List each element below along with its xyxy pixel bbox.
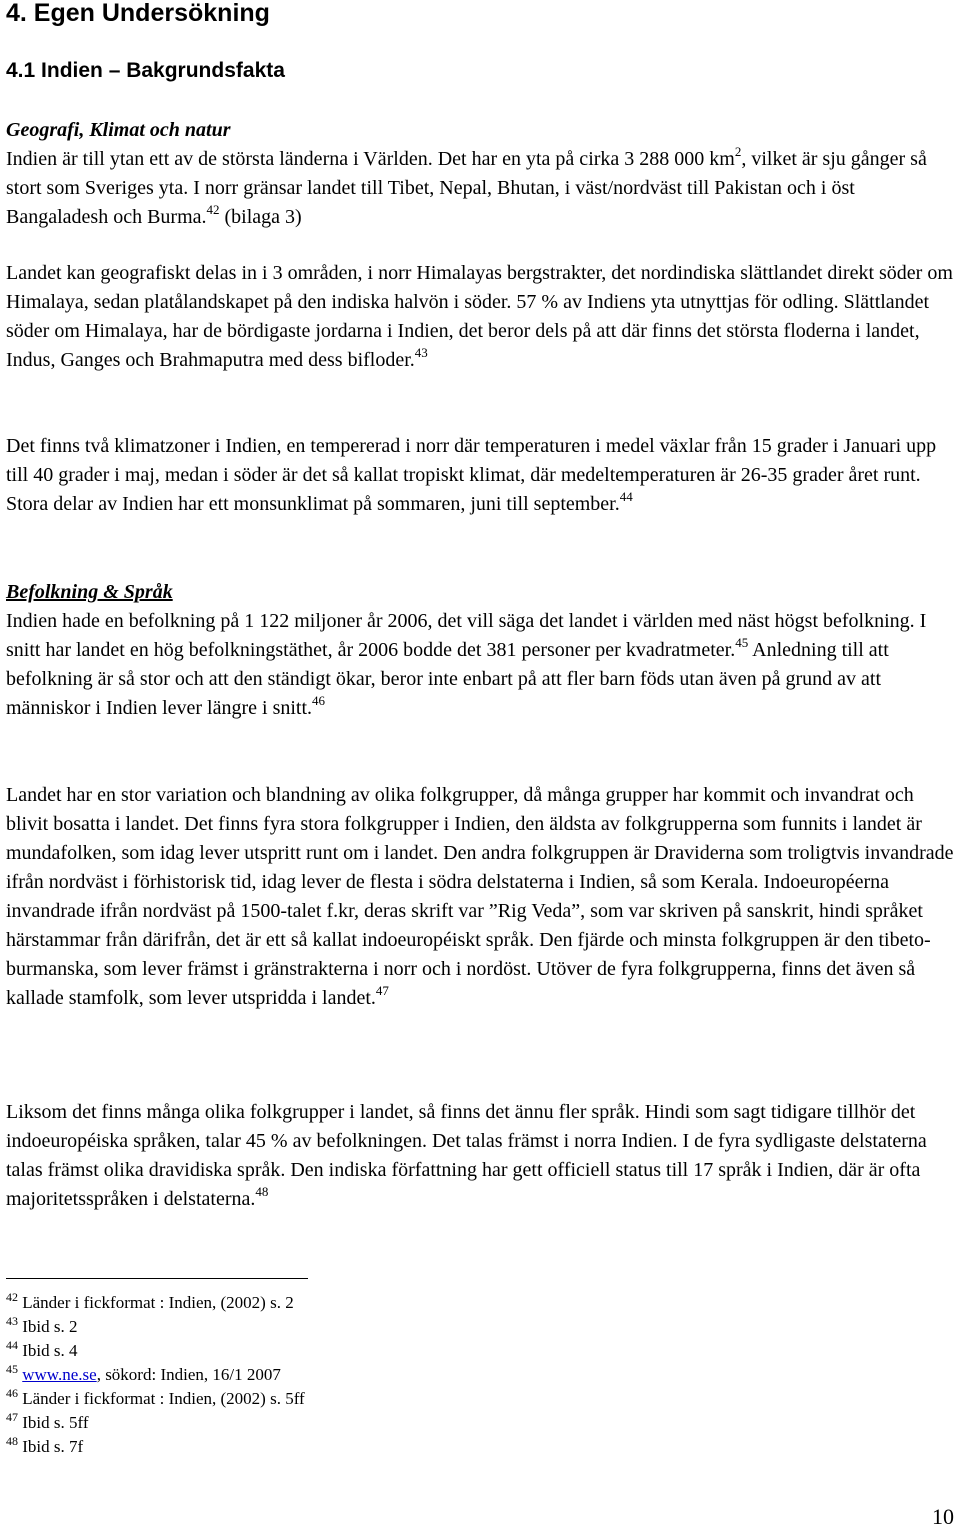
page-number: 10 (932, 1504, 954, 1529)
ethnic-groups-paragraph (6, 781, 956, 1013)
footnote-item (6, 1387, 606, 1411)
population-text-b: Anledning till att befolkning är så stor och att den ständigt ökar, beror inte enbart på att fler barn föds utan även på grund av att människor i Indien lever längre i snitt. (6, 639, 889, 719)
footnote-number: 46 (6, 1386, 18, 1400)
footnote-divider (6, 1278, 308, 1279)
geography-text-a: Indien är till ytan ett av de största länderna i Världen. Det har en yta på cirka 3 288 000 km (6, 148, 735, 170)
population-text-a: Indien hade en befolkning på 1 122 miljoner år 2006, det vill säga det landet i världen med näst högst befolkning. I snitt har landet en hög befolkningstäthet, år 2006 bodde det 381 personer per kvadratmeter. (6, 610, 927, 661)
footnote-ref-45[interactable]: 45 (735, 635, 749, 650)
footnote-text: Länder i fickformat : Indien, (2002) s. 2 (22, 1293, 294, 1312)
footnote-number: 44 (6, 1338, 18, 1352)
regions-paragraph (6, 259, 956, 375)
footnote-number: 48 (6, 1434, 18, 1448)
climate-text: Det finns två klimatzoner i Indien, en tempererad i norr där temperaturen i medel växlar från 15 grader i Januari upp till 40 grader i maj, medan i söder är det så kallat tropiskt klimat, där medeltemperaturen är 26-35 grader året runt. Stora delar av Indien har ett monsunklimat på sommaren, juni till september. (6, 435, 937, 515)
population-section (6, 578, 956, 723)
footnote-ref-47[interactable]: 47 (375, 983, 389, 998)
ne-se-link[interactable]: www.ne.se (22, 1365, 97, 1384)
geography-text-c: (bilaga 3) (219, 206, 302, 228)
ethnic-groups-text: Landet har en stor variation och blandning av olika folkgrupper, då många grupper har kommit och invandrat och blivit bosatta i landet. Det finns fyra stora folkgrupper i Indien, den äldsta av folkgrupperna som funnits i landet är mundafolken, som idag lever utspritt runt om i landet. Den andra folkgruppen är Draviderna som troligtvis invandrade ifrån nordväst i förhistorisk tid, idag lever de flesta i södra delstaterna i Indien, så som Kerala. Indoeuropéerna invandrade ifrån nordväst på 1500-talet f.kr, deras skrift var ”Rig Veda”, som var skriven på sanskrit, hindi språket härstammar från därifrån, det är ett så kallat indoeuropéiskt språk. Den fjärde och minsta folkgruppen är den tibeto-burmanska, som lever främst i gränstrakterna i norr och i nordöst. Utöver de fyra folkgrupperna, finns det även så kallade stamfolk, som lever utspridda i landet. (6, 784, 954, 1009)
geography-section (6, 116, 956, 232)
footnote-ref-42[interactable]: 42 (206, 202, 220, 217)
footnote-ref-46[interactable]: 46 (312, 693, 326, 708)
footnote-item (6, 1363, 606, 1387)
footnote-item (6, 1435, 606, 1459)
regions-text: Landet kan geografiskt delas in i 3 områden, i norr Himalayas bergstrakter, det nordindiska slättlandet direkt söder om Himalaya, sedan platålandskapet på den indiska halvön i söder. 57 % av Indiens yta utnyttjas för odling. Slättlandet söder om Himalaya, har de bördigaste jordarna i Indien, det beror dels på att där finns det största floderna i landet, Indus, Ganges och Brahmaputra med dess bifloder. (6, 262, 953, 371)
languages-paragraph (6, 1098, 956, 1214)
footnote-item (6, 1291, 606, 1315)
footnote-text: Ibid s. 2 (22, 1317, 78, 1336)
footnote-ref-48[interactable]: 48 (255, 1184, 269, 1199)
chapter-heading: 4. Egen Undersökning (6, 0, 270, 27)
footnote-text: Ibid s. 4 (22, 1341, 78, 1360)
climate-paragraph (6, 432, 956, 519)
unit-superscript: 2 (734, 144, 742, 159)
footnote-number: 45 (6, 1362, 18, 1376)
footnote-text: , sökord: Indien, 16/1 2007 (96, 1365, 281, 1384)
footnote-item (6, 1339, 606, 1363)
footnote-text: Länder i fickformat : Indien, (2002) s. 5ff (22, 1389, 305, 1408)
footnotes-list (6, 1291, 606, 1459)
languages-text: Liksom det finns många olika folkgrupper i landet, så finns det ännu fler språk. Hindi som sagt tidigare tillhör det indoeuropéiska språken, talar 45 % av befolkningen. Det talas främst i norra Indien. I de fyra sydligaste delstaterna talas främst olika dravidiska språk. Den indiska författning har gett officiell status till 17 språk i Indien, där är ofta majoritetsspråken i delstaterna. (6, 1101, 927, 1210)
footnote-ref-44[interactable]: 44 (619, 489, 633, 504)
footnote-number: 42 (6, 1290, 18, 1304)
footnote-item (6, 1315, 606, 1339)
footnote-text: Ibid s. 5ff (22, 1413, 89, 1432)
footnote-item (6, 1411, 606, 1435)
geography-text-b: , vilket är sju gånger så stort som Sveriges yta. I norr gränsar landet till Tibet, Nepal, Bhutan, i väst/nordväst till Pakistan och i öst Bangaladesh och Burma. (6, 148, 927, 228)
population-title: Befolkning & Språk (6, 581, 173, 603)
section-heading: 4.1 Indien – Bakgrundsfakta (6, 59, 285, 82)
geography-title: Geografi, Klimat och natur (6, 119, 231, 141)
footnote-number: 43 (6, 1314, 18, 1328)
footnote-ref-43[interactable]: 43 (414, 345, 428, 360)
footnote-text: Ibid s. 7f (22, 1437, 84, 1456)
footnote-number: 47 (6, 1410, 18, 1424)
